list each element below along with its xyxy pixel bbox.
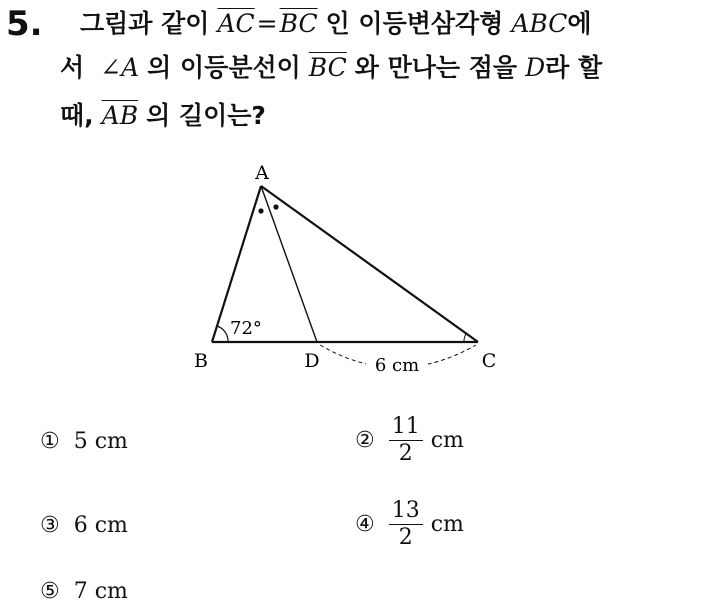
point-label-d: D xyxy=(304,350,320,372)
choice-value: 5 cm xyxy=(73,429,128,454)
fraction-denominator: 2 xyxy=(398,441,413,466)
question-number: 5. xyxy=(6,4,43,44)
choice-number: ② xyxy=(355,427,375,453)
length-label-dc: 6 cm xyxy=(374,355,420,376)
choice-2[interactable] xyxy=(355,414,464,467)
choice-number: ① xyxy=(40,429,60,454)
question-text: 그림과 같이 xyxy=(80,9,210,38)
equals-sign: = xyxy=(256,9,278,38)
angle-a: ∠A xyxy=(100,53,140,82)
angle-mark-dot xyxy=(273,204,278,209)
vertex-label-c: C xyxy=(481,350,497,372)
angle-bisector-ad xyxy=(261,186,317,342)
vertex-label-b: B xyxy=(194,350,208,372)
choice-1[interactable] xyxy=(40,427,128,457)
question-text: 서 xyxy=(60,53,85,82)
question-text: 의 길이는? xyxy=(146,101,266,130)
angle-c-arc xyxy=(464,334,466,342)
question-text: 인 이등변삼각형 xyxy=(325,9,504,38)
triangle-abc: ABC xyxy=(511,9,568,38)
vertex-label-a: A xyxy=(255,162,269,184)
choice-value: 6 cm xyxy=(73,513,128,538)
choice-value: 7 cm xyxy=(73,579,128,604)
fraction-numerator: 11 xyxy=(389,414,423,441)
choice-number: ③ xyxy=(40,513,60,538)
fraction xyxy=(389,498,423,551)
question-line-2 xyxy=(60,48,602,88)
choice-unit: cm xyxy=(430,427,464,453)
choice-number: ⑤ xyxy=(40,579,60,604)
question-text: 의 이등분선이 xyxy=(147,53,301,82)
question-text: 에 xyxy=(567,9,592,38)
segment-ac: $\overline{AC}$ xyxy=(217,9,255,38)
choice-unit: cm xyxy=(430,511,464,537)
point-d: D xyxy=(525,53,546,82)
angle-b-arc xyxy=(217,326,228,342)
triangle-figure xyxy=(180,155,520,385)
choice-4[interactable] xyxy=(355,498,464,551)
question-line-1 xyxy=(80,4,592,44)
choice-3[interactable] xyxy=(40,511,128,541)
question-text: 라 할 xyxy=(545,53,603,82)
fraction-numerator: 13 xyxy=(389,498,423,525)
fraction-denominator: 2 xyxy=(398,525,413,550)
segment-bc: $\overline{BC}$ xyxy=(308,53,347,82)
choice-number: ④ xyxy=(355,511,375,537)
angle-mark-dot xyxy=(258,208,263,213)
question-text: 와 만나는 점을 xyxy=(354,53,518,82)
segment-ab: $\overline{AB}$ xyxy=(101,101,139,130)
question-line-3 xyxy=(60,96,266,136)
choice-5[interactable] xyxy=(40,577,128,607)
side-ac xyxy=(261,186,478,342)
angle-b-label: 72° xyxy=(230,318,262,339)
fraction xyxy=(389,414,423,467)
segment-bc: $\overline{BC}$ xyxy=(279,9,318,38)
question-text: 때, xyxy=(60,101,94,130)
